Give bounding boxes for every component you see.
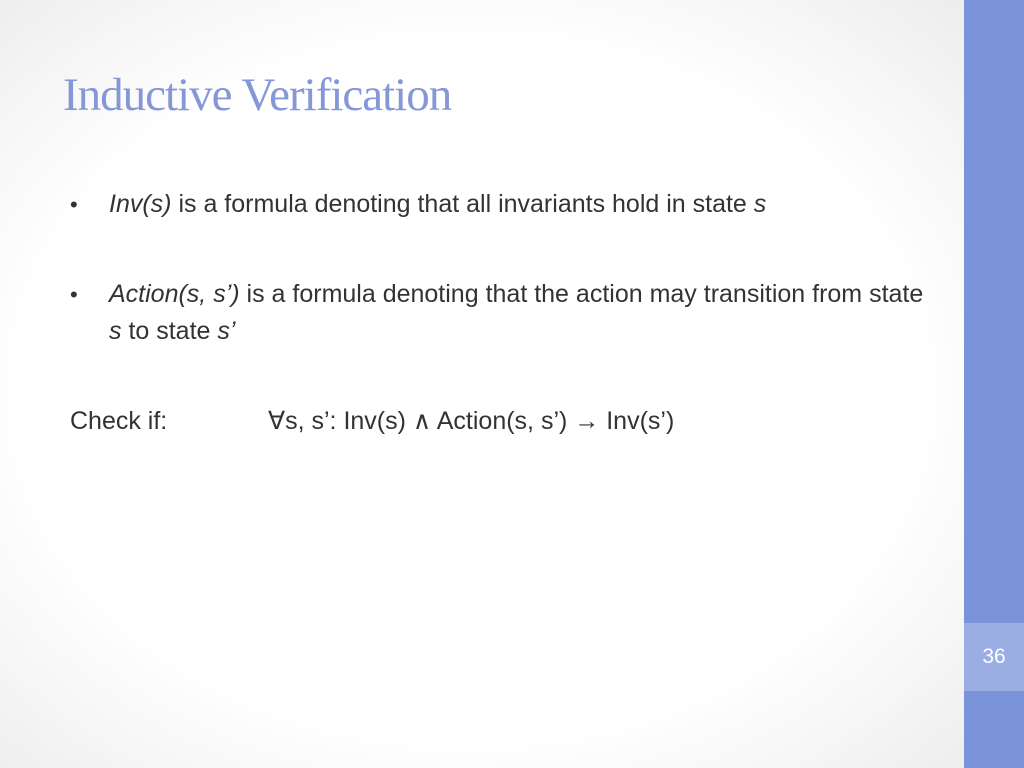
slide-number: 36 bbox=[982, 645, 1006, 668]
slide-number-box bbox=[964, 623, 1024, 691]
check-formula: ∀s, s’: Inv(s) ∧ Action(s, s’) → Inv(s’) bbox=[268, 407, 675, 435]
bullet-variable: s’ bbox=[217, 317, 236, 345]
bullet-dot-icon: • bbox=[70, 192, 78, 217]
bullet-text-continued: to state bbox=[121, 317, 218, 345]
bullet-item-inv bbox=[70, 186, 930, 223]
bullet-term: Action(s, s’) bbox=[109, 280, 240, 308]
bullet-variable: s bbox=[753, 190, 767, 218]
bullet-list bbox=[70, 186, 930, 350]
bullet-text: is a formula denoting that the action may transition from state bbox=[239, 280, 924, 308]
bullet-term: Inv(s) bbox=[109, 190, 172, 218]
bullet-dot-icon: • bbox=[70, 282, 78, 307]
slide-title: Inductive Verification bbox=[63, 69, 452, 121]
bullet-variable: s bbox=[109, 317, 122, 345]
check-label: Check if: bbox=[70, 407, 168, 435]
bullet-item-action bbox=[70, 276, 930, 350]
bullet-text: is a formula denoting that all invariants hold in state bbox=[171, 190, 754, 218]
